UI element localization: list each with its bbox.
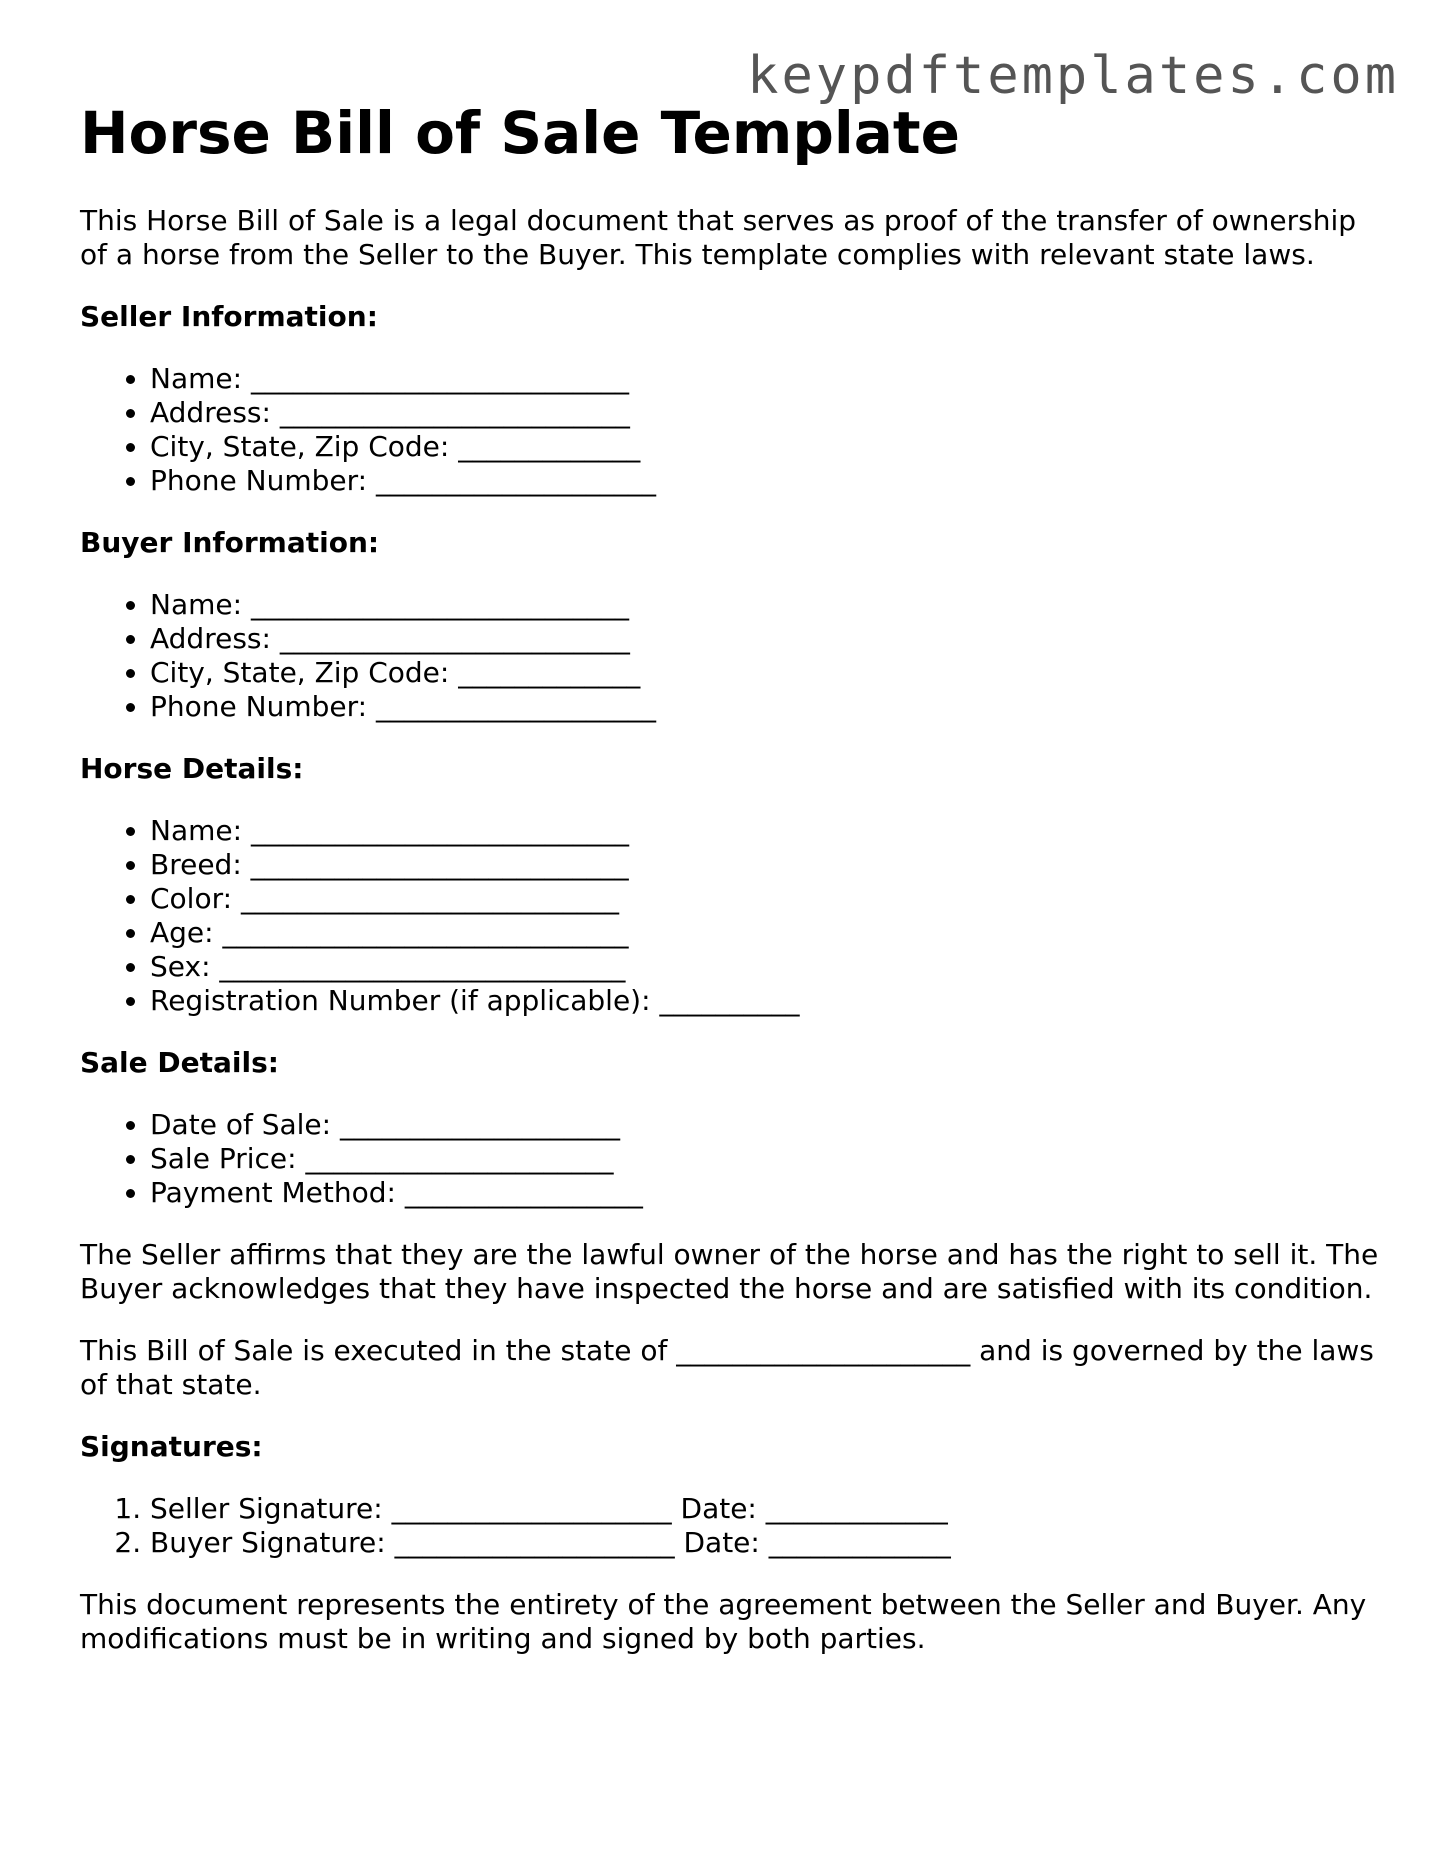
page-title: Horse Bill of Sale Template — [80, 99, 960, 167]
horse-heading: Horse Details: — [80, 752, 304, 785]
seller-name-field: • Name: ___________________________ — [150, 362, 1380, 396]
buyer-phone-field: • Phone Number: ____________________ — [150, 690, 1380, 724]
horse-name-field: • Name: ___________________________ — [150, 814, 1380, 848]
intro-paragraph: This Horse Bill of Sale is a legal document that serves as proof of the transfer of ownership of a horse from the Seller to the Buyer. This template complies with relevant state laws. — [80, 204, 1357, 271]
horse-list — [80, 814, 1380, 1018]
buyer-list — [80, 588, 1380, 724]
seller-heading: Seller Information: — [80, 300, 378, 333]
closing-paragraph: This document represents the entirety of the agreement between the Seller and Buyer. Any modifications must be in writing and signed by both parties. — [80, 1588, 1367, 1655]
buyer-signature-line: 2. Buyer Signature: ____________________ Date: _____________ — [150, 1526, 1380, 1560]
sale-heading: Sale Details: — [80, 1046, 279, 1079]
horse-registration-field: • Registration Number (if applicable): __________ — [150, 984, 1380, 1018]
payment-method-field: • Payment Method: _________________ — [150, 1176, 1380, 1210]
seller-phone-field: • Phone Number: ____________________ — [150, 464, 1380, 498]
seller-city-state-zip-field: • City, State, Zip Code: _____________ — [150, 430, 1380, 464]
document-page — [80, 100, 1380, 1684]
buyer-address-field: • Address: _________________________ — [150, 622, 1380, 656]
seller-address-field: • Address: _________________________ — [150, 396, 1380, 430]
horse-sex-field: • Sex: _____________________________ — [150, 950, 1380, 984]
buyer-name-field: • Name: ___________________________ — [150, 588, 1380, 622]
sale-date-field: • Date of Sale: ____________________ — [150, 1108, 1380, 1142]
seller-list — [80, 362, 1380, 498]
horse-breed-field: • Breed: ___________________________ — [150, 848, 1380, 882]
seller-signature-line: 1. Seller Signature: ____________________ Date: _____________ — [150, 1492, 1380, 1526]
governing-law-paragraph: This Bill of Sale is executed in the state of _____________________ and is governed by the laws of that state. — [80, 1334, 1374, 1401]
buyer-city-state-zip-field: • City, State, Zip Code: _____________ — [150, 656, 1380, 690]
signatures-list — [80, 1492, 1380, 1560]
signatures-heading: Signatures: — [80, 1430, 263, 1463]
affirmation-paragraph: The Seller affirms that they are the lawful owner of the horse and has the right to sell it. The Buyer acknowledges that they have inspected the horse and are satisfied with its condition. — [80, 1238, 1379, 1305]
buyer-heading: Buyer Information: — [80, 526, 380, 559]
horse-color-field: • Color: ___________________________ — [150, 882, 1380, 916]
watermark: keypdftemplates.com — [747, 46, 1399, 106]
sale-price-field: • Sale Price: ______________________ — [150, 1142, 1380, 1176]
horse-age-field: • Age: _____________________________ — [150, 916, 1380, 950]
sale-list — [80, 1108, 1380, 1210]
